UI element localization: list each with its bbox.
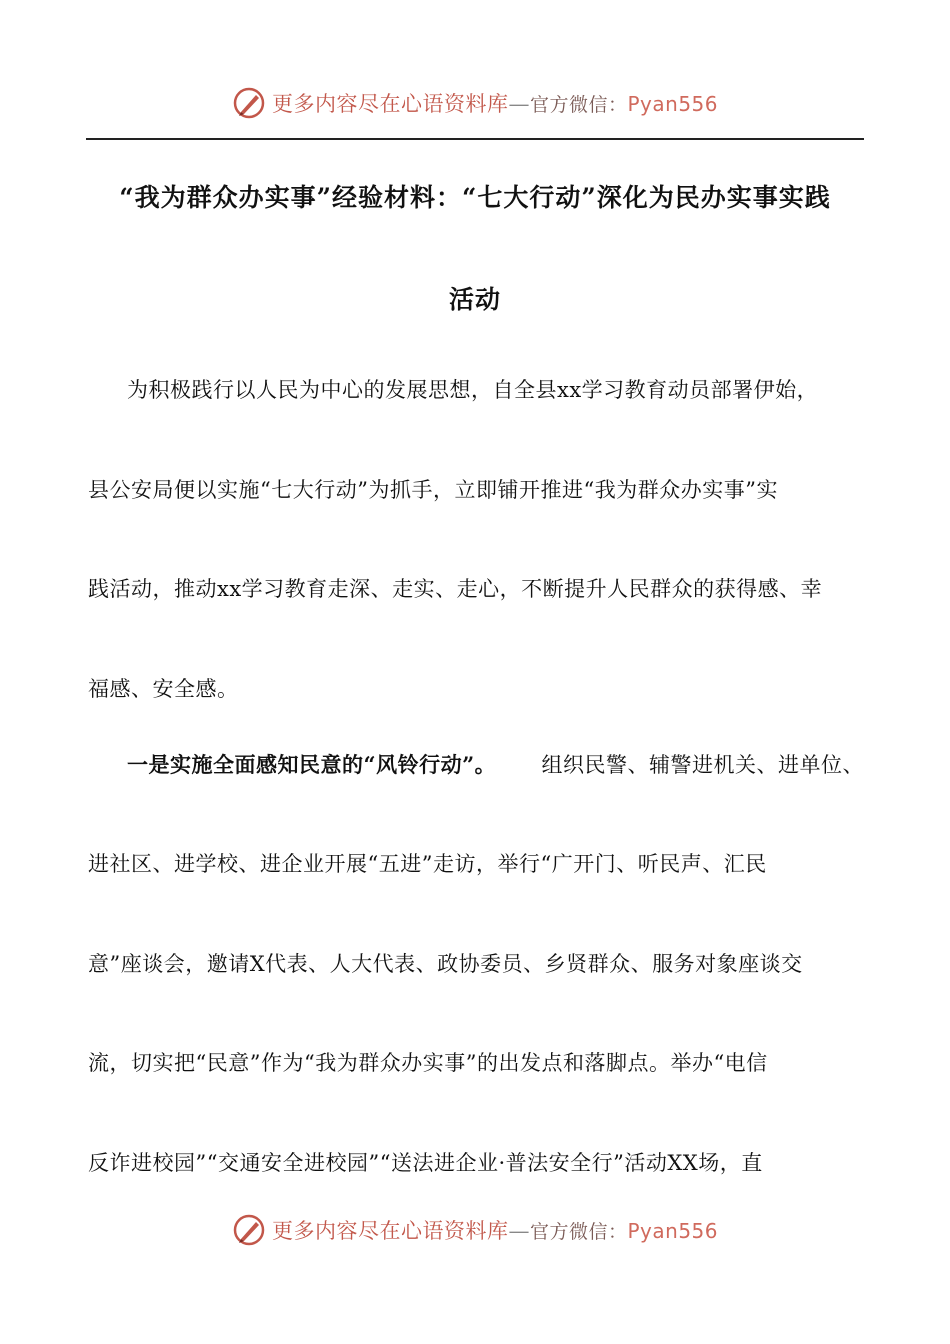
- watermark-footer: [0, 1210, 950, 1250]
- paragraph-2-line-5: 反诈进校园”“交通安全进校园”“送法进企业·普法安全行”活动XX场，直: [88, 1151, 763, 1175]
- paragraph-2-line-1-text: 组织民警、辅警进机关、进单位、: [541, 753, 864, 777]
- pen-logo-icon: [232, 86, 266, 120]
- section-heading: 一是实施全面感知民意的“风铃行动”。: [127, 752, 497, 777]
- paragraph-2-line-3: 意”座谈会，邀请X代表、人大代表、政协委员、乡贤群众、服务对象座谈交: [88, 952, 803, 976]
- pen-logo-icon: [232, 1213, 266, 1247]
- header-divider: [86, 138, 864, 140]
- paragraph-1-line-3: 践活动，推动xx学习教育走深、走实、走心，不断提升人民群众的获得感、幸: [88, 577, 823, 601]
- watermark-text: 更多内容尽在心语资料库—官方微信：Pyan556: [271, 92, 719, 116]
- paragraph-2-line-1: [127, 749, 864, 779]
- paragraph-2-line-2: 进社区、进学校、进企业开展“五进”走访，举行“广开门、听民声、汇民: [88, 852, 767, 876]
- paragraph-1-line-1: 为积极践行以人民为中心的发展思想，自全县xx学习教育动员部署伊始，: [127, 378, 819, 402]
- paragraph-2-line-4: 流，切实把“民意”作为“我为群众办实事”的出发点和落脚点。举办“电信: [88, 1051, 768, 1075]
- document-title-line-2: 活动: [448, 285, 501, 314]
- document-title-line-1: “我为群众办实事”经验材料：“七大行动”深化为民办实事实践: [119, 183, 831, 212]
- paragraph-1-line-2: 县公安局便以实施“七大行动”为抓手，立即铺开推进“我为群众办实事”实: [88, 478, 778, 502]
- paragraph-1-line-4: 福感、安全感。: [88, 677, 239, 701]
- watermark-header: [0, 83, 950, 123]
- watermark-text: 更多内容尽在心语资料库—官方微信：Pyan556: [271, 1219, 719, 1243]
